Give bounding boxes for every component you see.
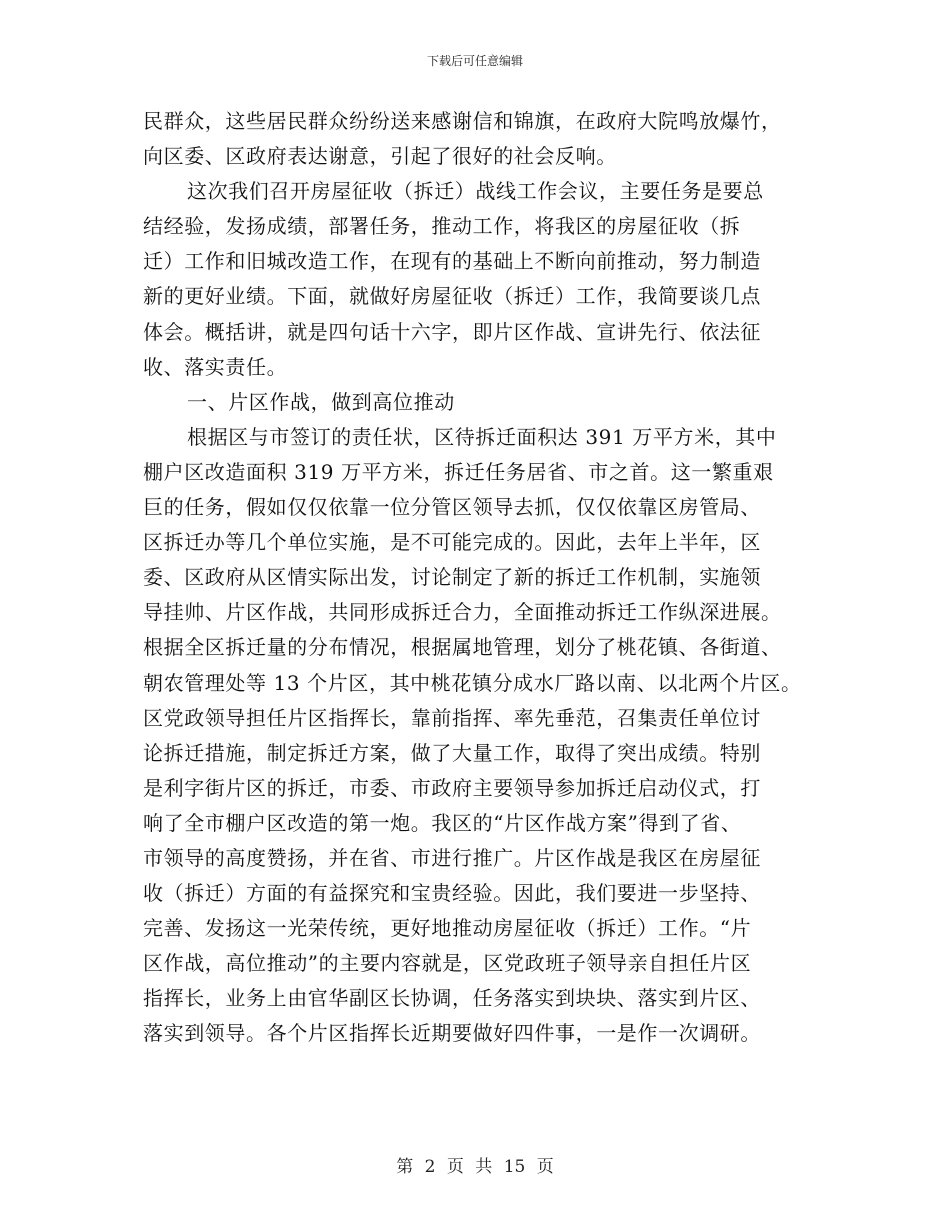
text-line: 完善、发扬这一光荣传统，更好地推动房屋征收（拆迁）工作。“片 xyxy=(143,916,752,941)
text-line: 向区委、区政府表达谢意，引起了很好的社会反响。 xyxy=(143,144,617,169)
text-line: 体会。概括讲，就是四句话十六字，即片区作战、宣讲先行、依法征 xyxy=(143,319,761,344)
text-line: 落实到领导。各个片区指挥长近期要做好四件事，一是作一次调研。 xyxy=(143,1021,761,1046)
text-line: 收（拆迁）方面的有益探究和宝贵经验。因此，我们要进一步坚持、 xyxy=(143,881,761,906)
text-line: 指挥长，业务上由官华副区长协调，任务落实到块块、落实到片区、 xyxy=(143,986,761,1011)
text-line: 根据全区拆迁量的分布情况，根据属地管理，划分了桃花镇、各街道、 xyxy=(143,635,782,660)
text-line: 新的更好业绩。下面，就做好房屋征收（拆迁）工作，我简要谈几点 xyxy=(143,284,761,309)
text-line: 区党政领导担任片区指挥长，靠前指挥、率先垂范，召集责任单位讨 xyxy=(143,705,761,730)
text-line: 导挂帅、片区作战，共同形成拆迁合力，全面推动拆迁工作纵深进展。 xyxy=(143,600,782,625)
text-line: 朝农管理处等 13 个片区，其中桃花镇分成水厂路以南、以北两个片区。 xyxy=(143,670,802,695)
text-line: 民群众，这些居民群众纷纷送来感谢信和锦旗，在政府大院鸣放爆竹， xyxy=(143,109,782,133)
text-line: 巨的任务，假如仅仅依靠一位分管区领导去抓，仅仅依靠区房管局、 xyxy=(143,495,761,520)
text-line: 棚户区改造面积 319 万平方米，拆迁任务居省、市之首。这一繁重艰 xyxy=(143,459,774,484)
text-line: 迁）工作和旧城改造工作，在现有的基础上不断向前推动，努力制造 xyxy=(143,249,761,274)
text-line: 区作战，高位推动”的主要内容就是，区党政班子领导亲自担任片区 xyxy=(143,951,752,976)
paragraph-start-line: 根据区与市签订的责任状，区待拆迁面积达 391 万平方米，其中 xyxy=(187,424,777,449)
text-line: 委、区政府从区情实际出发，讨论制定了新的拆迁工作机制，实施领 xyxy=(143,565,761,590)
section-heading: 一、片区作战，做到高位推动 xyxy=(187,389,455,414)
document-body xyxy=(143,104,813,1052)
text-line: 市领导的高度赞扬，并在省、市进行推广。片区作战是我区在房屋征 xyxy=(143,845,761,870)
text-line: 论拆迁措施，制定拆迁方案，做了大量工作，取得了突出成绩。特别 xyxy=(143,740,761,765)
text-line: 结经验，发扬成绩，部署任务，推动工作，将我区的房屋征收（拆 xyxy=(143,214,741,239)
text-line: 收、落实责任。 xyxy=(143,354,288,379)
page-header: 下载后可任意编辑 xyxy=(426,54,523,68)
text-line: 是利字街片区的拆迁，市委、市政府主要领导参加拆迁启动仪式，打 xyxy=(143,775,761,800)
paragraph-start-line: 这次我们召开房屋征收（拆迁）战线工作会议，主要任务是要总 xyxy=(187,179,764,204)
text-line: 响了全市棚户区改造的第一炮。我区的“片区作战方案”得到了省、 xyxy=(143,810,742,835)
page-number-footer: 第 2 页 共 15 页 xyxy=(396,1157,554,1177)
text-line: 区拆迁办等几个单位实施，是不可能完成的。因此，去年上半年，区 xyxy=(143,530,761,555)
